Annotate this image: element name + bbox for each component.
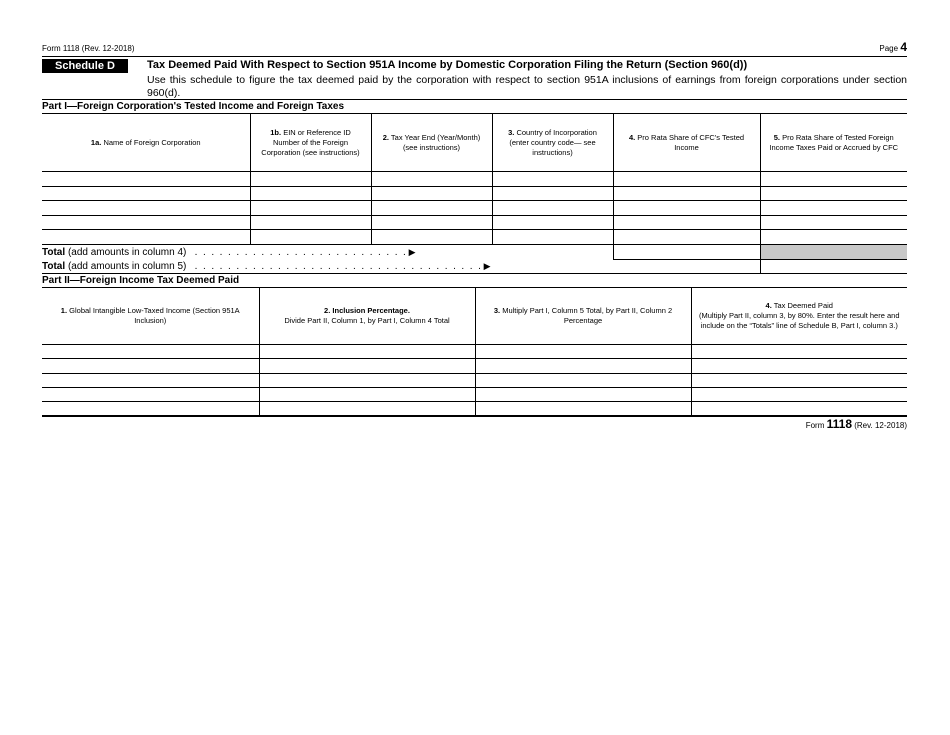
entry-field[interactable] xyxy=(691,359,907,373)
table-row xyxy=(42,359,907,373)
entry-field[interactable] xyxy=(760,172,907,187)
table-row xyxy=(42,401,907,415)
total-col4-row xyxy=(42,244,907,259)
total-col4-field[interactable] xyxy=(613,244,760,259)
entry-field[interactable] xyxy=(492,172,613,187)
entry-field[interactable] xyxy=(492,201,613,216)
p2-col-2-header: 2. Inclusion Percentage. Divide Part II, Column 1, by Part I, Column 4 Total xyxy=(259,288,475,345)
part2-title: Part II—Foreign Income Tax Deemed Paid xyxy=(42,274,907,288)
part2-header-row xyxy=(42,288,907,345)
schedule-badge: Schedule D xyxy=(42,59,128,73)
schedule-title: Tax Deemed Paid With Respect to Section 951A Income by Domestic Corporation Filing the Return (Section 960(d)) xyxy=(147,59,748,71)
total-col5-field[interactable] xyxy=(760,259,907,274)
entry-field[interactable] xyxy=(42,359,259,373)
entry-field[interactable] xyxy=(259,387,475,401)
p2-col-1-header: 1. Global Intangible Low-Taxed Income (Section 951A Inclusion) xyxy=(42,288,259,345)
p2-col-3-header: 3. Multiply Part I, Column 5 Total, by Part II, Column 2 Percentage xyxy=(475,288,691,345)
table-row xyxy=(42,186,907,201)
page-footer xyxy=(42,416,907,433)
entry-field[interactable] xyxy=(691,401,907,415)
entry-field[interactable] xyxy=(259,345,475,359)
entry-field[interactable] xyxy=(42,215,250,230)
table-row xyxy=(42,172,907,187)
entry-field[interactable] xyxy=(371,201,492,216)
entry-field[interactable] xyxy=(691,373,907,387)
entry-field[interactable] xyxy=(259,401,475,415)
p1-col-3-header: 3. Country of Incorporation (enter country code— see instructions) xyxy=(492,114,613,172)
entry-field[interactable] xyxy=(42,230,250,245)
entry-field[interactable] xyxy=(475,359,691,373)
entry-field[interactable] xyxy=(691,345,907,359)
entry-field[interactable] xyxy=(42,345,259,359)
part1-header-row xyxy=(42,114,907,172)
part1-title: Part I—Foreign Corporation's Tested Income and Foreign Taxes xyxy=(42,99,907,114)
entry-field[interactable] xyxy=(492,186,613,201)
entry-field[interactable] xyxy=(613,230,760,245)
schedule-description: Use this schedule to figure the tax deemed paid by the corporation with respect to section 951A inclusions of earnings from foreign corporations under section 960(d). xyxy=(147,74,907,99)
entry-field[interactable] xyxy=(42,387,259,401)
entry-field[interactable] xyxy=(475,345,691,359)
entry-field[interactable] xyxy=(492,230,613,245)
table-row xyxy=(42,373,907,387)
entry-field[interactable] xyxy=(250,201,371,216)
table-row xyxy=(42,201,907,216)
entry-field[interactable] xyxy=(691,387,907,401)
form-revision: Form 1118 (Rev. 12-2018) xyxy=(42,44,135,53)
arrow-icon: ▶ xyxy=(483,260,491,271)
entry-field[interactable] xyxy=(259,373,475,387)
arrow-icon: ▶ xyxy=(408,246,416,257)
total-col4-label: Total (add amounts in column 4) . . . . . . . . . . . . . . . . . . . . . . . . . . ▶ xyxy=(42,244,613,259)
entry-field[interactable] xyxy=(250,186,371,201)
p1-col-5-header: 5. Pro Rata Share of Tested Foreign Income Taxes Paid or Accrued by CFC xyxy=(760,114,907,172)
entry-field[interactable] xyxy=(259,359,475,373)
p2-col-4-header: 4. Tax Deemed Paid (Multiply Part II, column 3, by 80%. Enter the result here and include on the “Totals” line of Schedule B, Part I, column 3.) xyxy=(691,288,907,345)
entry-field[interactable] xyxy=(250,172,371,187)
p1-col-4-header: 4. Pro Rata Share of CFC's Tested Income xyxy=(613,114,760,172)
form-page xyxy=(42,38,907,433)
entry-field[interactable] xyxy=(760,215,907,230)
entry-field[interactable] xyxy=(760,230,907,245)
table-row xyxy=(42,345,907,359)
table-row xyxy=(42,230,907,245)
entry-field[interactable] xyxy=(613,186,760,201)
entry-field[interactable] xyxy=(475,373,691,387)
total-col5-label: Total (add amounts in column 5) . . . . . . . . . . . . . . . . . . . . . . . . . . . . . . . . . . . ▶ xyxy=(42,259,760,274)
entry-field[interactable] xyxy=(42,186,250,201)
total-col5-row xyxy=(42,259,907,274)
shaded-cell xyxy=(760,244,907,259)
part1-table xyxy=(42,114,907,274)
entry-field[interactable] xyxy=(371,172,492,187)
entry-field[interactable] xyxy=(371,215,492,230)
entry-field[interactable] xyxy=(613,172,760,187)
entry-field[interactable] xyxy=(475,387,691,401)
entry-field[interactable] xyxy=(42,201,250,216)
page-number: Page 4 xyxy=(879,40,907,54)
entry-field[interactable] xyxy=(250,215,371,230)
p1-col-1b-header: 1b. EIN or Reference ID Number of the Foreign Corporation (see instructions) xyxy=(250,114,371,172)
entry-field[interactable] xyxy=(42,172,250,187)
footer-form-id: Form 1118 (Rev. 12-2018) xyxy=(805,417,907,432)
entry-field[interactable] xyxy=(42,373,259,387)
page-header xyxy=(42,38,907,56)
entry-field[interactable] xyxy=(42,401,259,415)
table-row xyxy=(42,215,907,230)
schedule-header xyxy=(42,56,907,99)
part2-table xyxy=(42,288,907,416)
entry-field[interactable] xyxy=(760,201,907,216)
entry-field[interactable] xyxy=(492,215,613,230)
entry-field[interactable] xyxy=(475,401,691,415)
entry-field[interactable] xyxy=(250,230,371,245)
table-row xyxy=(42,387,907,401)
entry-field[interactable] xyxy=(613,215,760,230)
entry-field[interactable] xyxy=(371,186,492,201)
entry-field[interactable] xyxy=(760,186,907,201)
entry-field[interactable] xyxy=(613,201,760,216)
p1-col-1a-header: 1a. Name of Foreign Corporation xyxy=(42,114,250,172)
entry-field[interactable] xyxy=(371,230,492,245)
p1-col-2-header: 2. Tax Year End (Year/Month) (see instructions) xyxy=(371,114,492,172)
